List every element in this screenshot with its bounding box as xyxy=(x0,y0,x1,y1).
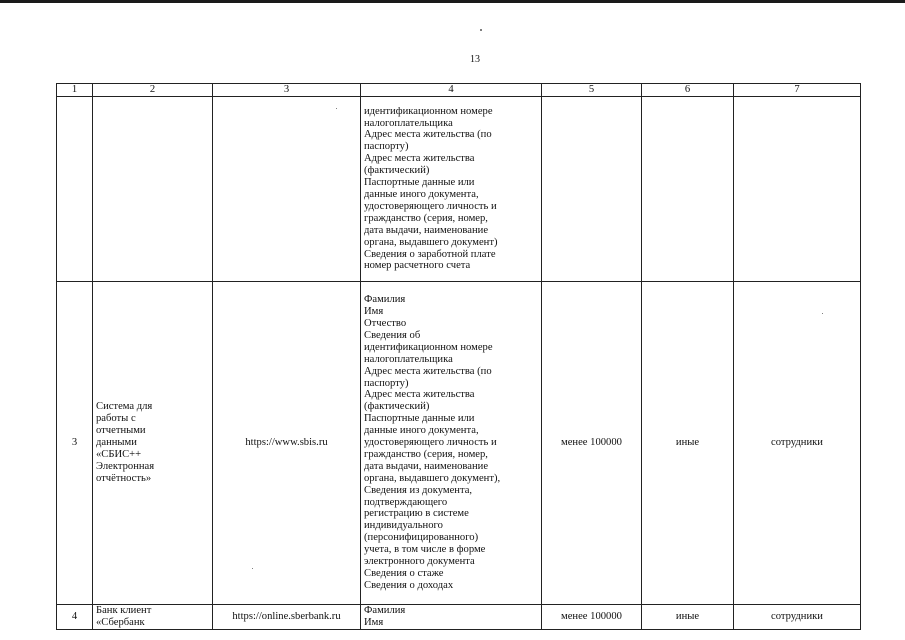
data-line: (фактический) xyxy=(364,401,430,413)
system-name-line: Банк клиент xyxy=(96,605,152,617)
data-line: номер расчетного счета xyxy=(364,260,471,272)
scan-top-edge xyxy=(0,0,905,3)
data-line: Фамилия xyxy=(364,605,406,617)
column-header: 1 xyxy=(57,84,93,97)
data-line: регистрацию в системе xyxy=(364,508,469,520)
data-line: данные иного документа, xyxy=(364,425,479,437)
column-header: 7 xyxy=(734,84,861,97)
personal-data-cell xyxy=(361,97,542,282)
data-line: налогоплательщика xyxy=(364,117,453,129)
data-line: Адрес места жительства xyxy=(364,389,475,401)
data-line: Сведения о заработной плате xyxy=(364,248,496,260)
data-line: учета, в том числе в форме xyxy=(364,544,486,556)
data-line: налогоплательщика xyxy=(364,353,453,365)
row-number-cell: 4 xyxy=(57,605,93,630)
data-line: (фактический) xyxy=(364,165,430,177)
system-name-cell xyxy=(93,97,213,282)
data-line: электронного документа xyxy=(364,556,475,568)
column-header: 5 xyxy=(542,84,642,97)
subjects-cell xyxy=(734,97,861,282)
system-name-line: Система для xyxy=(96,401,153,413)
data-table xyxy=(56,83,861,630)
subjects-cell: сотрудники xyxy=(734,282,861,605)
data-line: Сведения из документа, xyxy=(364,484,473,496)
system-name-line: отчетными xyxy=(96,425,146,437)
data-line: Фамилия xyxy=(364,294,406,306)
data-line: паспорту) xyxy=(364,377,409,389)
data-line: (персонифицированного) xyxy=(364,532,479,544)
data-line: Сведения об xyxy=(364,329,421,341)
row-number-cell xyxy=(57,97,93,282)
table-row xyxy=(57,282,861,605)
data-line: дата выдачи, наименование xyxy=(364,460,489,472)
data-line: Паспортные данные или xyxy=(364,177,475,189)
category-cell xyxy=(642,97,734,282)
volume-cell: менее 100000 xyxy=(542,605,642,630)
url-cell: https://online.sberbank.ru xyxy=(213,605,361,630)
data-line: Сведения о доходах xyxy=(364,579,454,591)
system-name-cell xyxy=(93,282,213,605)
row-number-cell: 3 xyxy=(57,282,93,605)
category-cell: иные xyxy=(642,282,734,605)
table-row xyxy=(57,97,861,282)
subjects-cell: сотрудники xyxy=(734,605,861,630)
data-line: Адрес места жительства (по xyxy=(364,129,492,141)
data-line: Адрес места жительства xyxy=(364,153,475,165)
system-name-line: работы с xyxy=(96,413,136,425)
personal-data-cell xyxy=(361,282,542,605)
volume-cell xyxy=(542,97,642,282)
system-name-line: «Сбербанк xyxy=(96,617,145,628)
data-line: Имя xyxy=(364,306,384,318)
data-line: Адрес места жительства (по xyxy=(364,365,492,377)
category-cell: иные xyxy=(642,605,734,630)
data-line: Паспортные данные или xyxy=(364,413,475,425)
data-line: подтверждающего xyxy=(364,496,448,508)
system-name-line: Электронная xyxy=(96,460,155,472)
system-name-line: «СБИС++ xyxy=(96,448,142,460)
table-header-row xyxy=(57,84,861,97)
column-header: 4 xyxy=(361,84,542,97)
url-cell: https://www.sbis.ru xyxy=(213,282,361,605)
system-name-line: отчётность» xyxy=(96,472,152,484)
column-header: 2 xyxy=(93,84,213,97)
data-line: органа, выдавшего документ) xyxy=(364,236,498,248)
url-cell xyxy=(213,97,361,282)
system-name-line: данными xyxy=(96,437,137,449)
personal-data-cell xyxy=(361,605,542,630)
data-line: данные иного документа, xyxy=(364,189,479,200)
scan-speck xyxy=(480,29,482,31)
data-line: Отчество xyxy=(364,317,407,329)
data-line: идентификационном номере xyxy=(364,341,493,353)
data-line: удостоверяющего личность и xyxy=(364,200,497,212)
data-line: гражданство (серия, номер, xyxy=(364,448,488,460)
data-line: Имя xyxy=(364,617,384,628)
data-line: удостоверяющего личность и xyxy=(364,437,497,449)
data-line: органа, выдавшего документ), xyxy=(364,472,501,484)
column-header: 3 xyxy=(213,84,361,97)
data-line: паспорту) xyxy=(364,141,409,153)
page-number: 13 xyxy=(470,54,480,65)
data-line: Сведения о стаже xyxy=(364,568,444,580)
data-line: индивидуального xyxy=(364,520,443,532)
data-line: гражданство (серия, номер, xyxy=(364,212,488,224)
data-line: дата выдачи, наименование xyxy=(364,224,489,236)
data-line: идентификационном номере xyxy=(364,105,493,117)
column-header: 6 xyxy=(642,84,734,97)
table-row xyxy=(57,605,861,630)
system-name-cell xyxy=(93,605,213,630)
volume-cell: менее 100000 xyxy=(542,282,642,605)
